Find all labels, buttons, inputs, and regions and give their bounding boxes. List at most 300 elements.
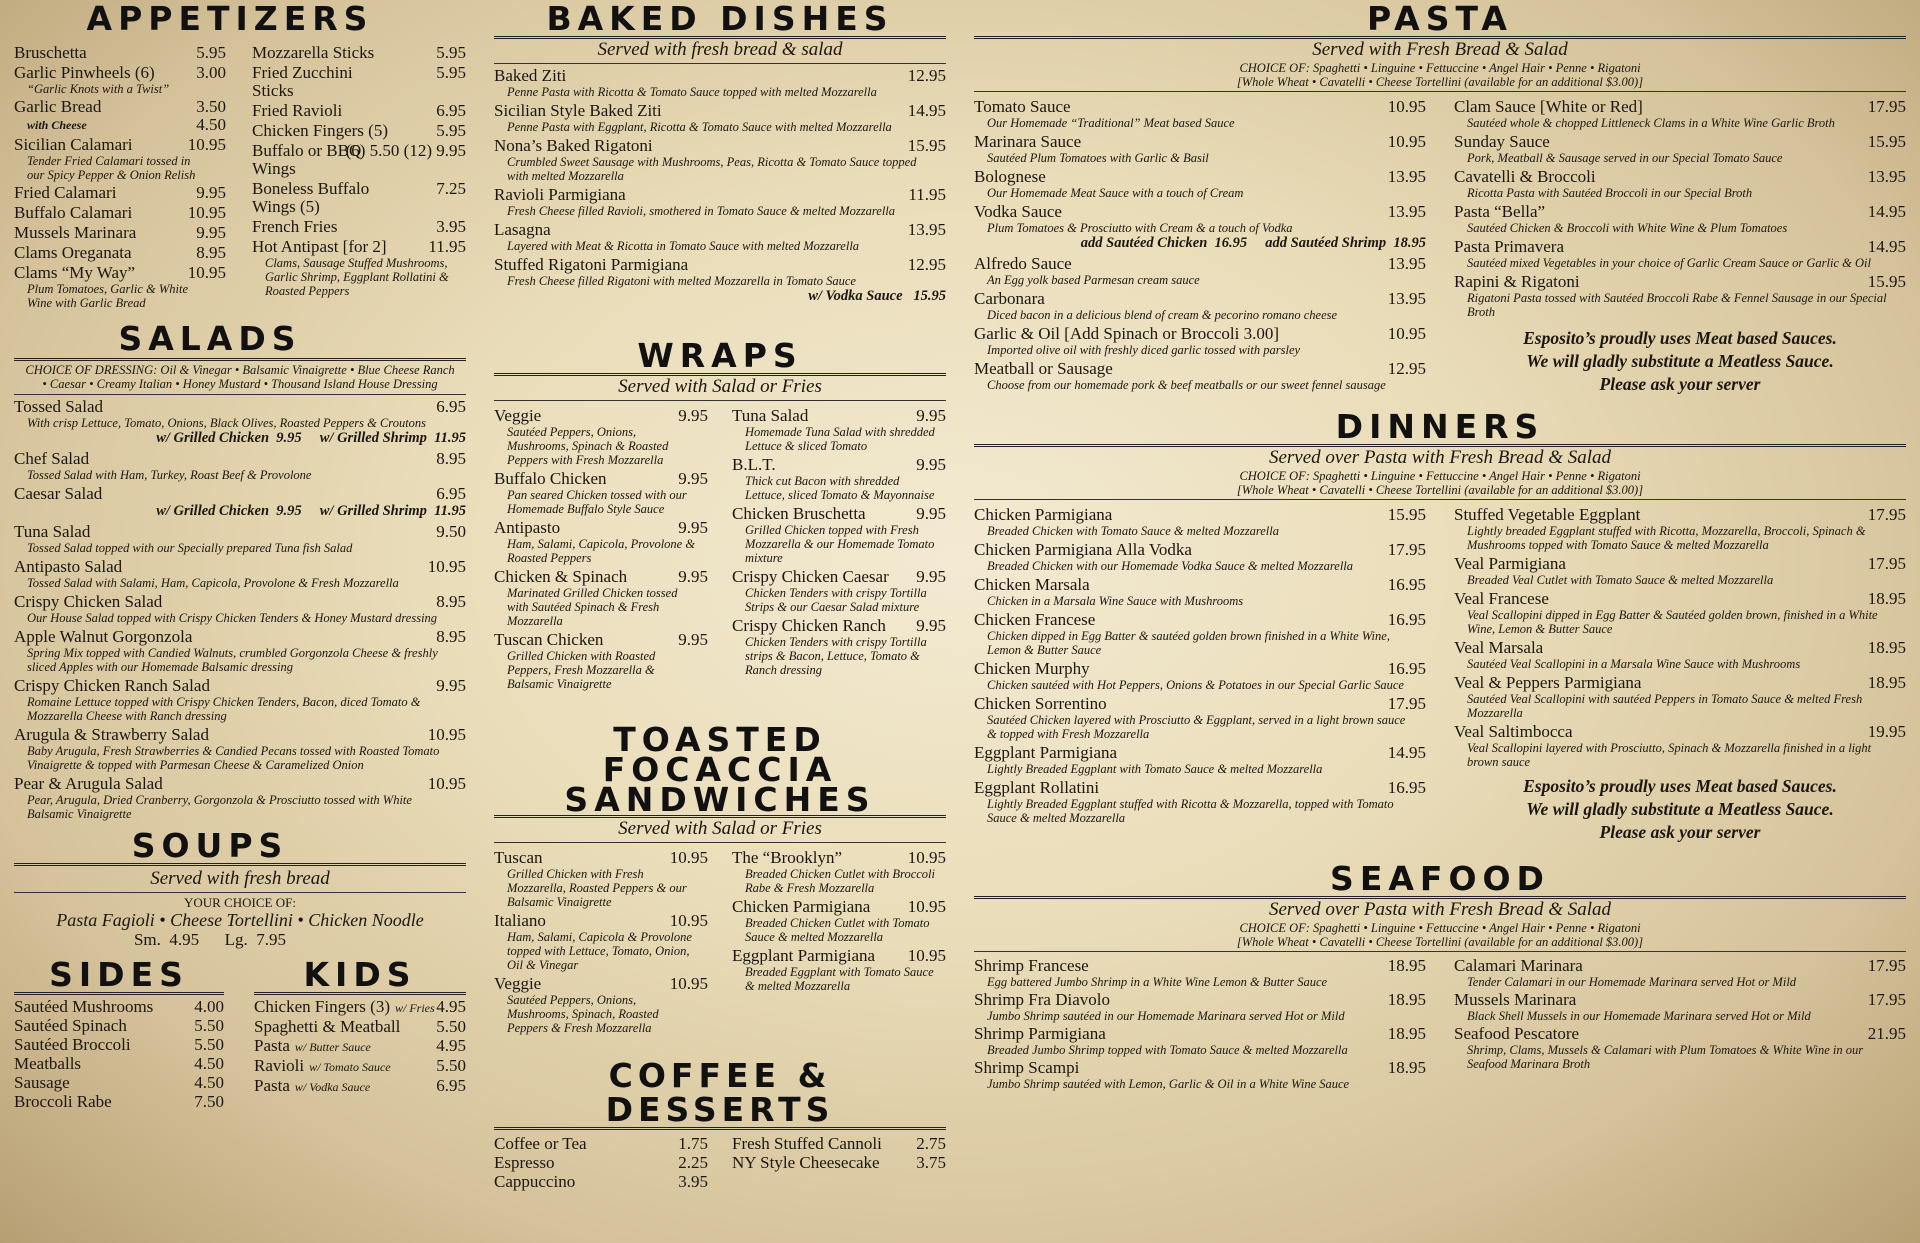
menu-item bbox=[254, 1077, 466, 1096]
sides-list bbox=[14, 998, 224, 1111]
soups-sizes: Sm. 4.95 Lg. 7.95 bbox=[133, 930, 287, 949]
pasta-rule-2 bbox=[974, 91, 1906, 92]
item-name: Fried Calamari bbox=[14, 183, 117, 202]
item-name: B.L.T. bbox=[732, 455, 776, 474]
item-name: Crispy Chicken Ranch bbox=[732, 616, 886, 635]
item-name: Clam Sauce [White or Red] bbox=[1454, 97, 1643, 116]
focaccia-list bbox=[494, 846, 946, 1035]
item-name: Tuna Salad bbox=[732, 406, 809, 425]
item-price: 4.50 bbox=[194, 1054, 224, 1073]
seafood-subtitle: Served over Pasta with Fresh Bread & Salad bbox=[1268, 899, 1612, 920]
salads-rule-2 bbox=[14, 394, 466, 395]
item-price: 18.95 bbox=[1387, 1024, 1426, 1043]
item-name: Chicken Fingers (5) bbox=[252, 121, 388, 140]
item-description: Thick cut Bacon with shredded Lettuce, sliced Tomato & Mayonnaise bbox=[745, 474, 935, 502]
item-name: Arugula & Strawberry Salad bbox=[14, 725, 209, 744]
menu-item bbox=[732, 407, 946, 453]
item-name: Lasagna bbox=[494, 220, 551, 239]
item-price: 18.95 bbox=[1867, 673, 1906, 692]
menu-item bbox=[254, 1018, 466, 1036]
pasta-note-line-1: Esposito’s proudly uses Meat based Sauces. bbox=[1523, 328, 1837, 348]
item-description: With crisp Lettuce, Tomato, Onions, Black Olives, Roasted Peppers & Croutons bbox=[27, 416, 427, 430]
dinners-list bbox=[974, 503, 1906, 844]
item-price: 7.50 bbox=[194, 1092, 224, 1111]
menu-item bbox=[1454, 957, 1906, 989]
item-price: 1.75 bbox=[678, 1134, 708, 1153]
item-name: Stuffed Vegetable Eggplant bbox=[1454, 505, 1641, 524]
item-name: The “Brooklyn” bbox=[732, 848, 842, 867]
menu-item bbox=[732, 1154, 946, 1172]
dinners-choice-2: [Whole Wheat • Cavatelli • Cheese Tortellini (available for an additional $3.00)] bbox=[1236, 483, 1644, 497]
menu-item bbox=[974, 991, 1426, 1023]
menu-item bbox=[1454, 203, 1906, 235]
focaccia-heading-1: TOASTED FOCACCIA bbox=[602, 720, 838, 789]
menu-item bbox=[974, 660, 1426, 692]
menu-item bbox=[14, 726, 466, 772]
item-description: Fresh Cheese filled Ravioli, smothered in Tomato Sauce & melted Mozzarella bbox=[507, 204, 896, 218]
item-description: Pear, Arugula, Dried Cranberry, Gorgonzola & Prosciutto tossed with White Balsamic Vinaigrette bbox=[27, 793, 412, 821]
item-description: Plum Tomatoes, Garlic & White Wine with Garlic Bread bbox=[27, 282, 188, 310]
item-price: 2.25 bbox=[678, 1153, 708, 1172]
menu-item bbox=[14, 558, 466, 590]
item-name: Shrimp Fra Diavolo bbox=[974, 990, 1110, 1009]
item-name: Italiano bbox=[494, 911, 546, 930]
item-description: Diced bacon in a delicious blend of cream & pecorino romano cheese bbox=[987, 308, 1338, 322]
dinners-note-line-2: We will gladly substitute a Meatless Sauce. bbox=[1526, 799, 1834, 819]
item-price: 10.95 bbox=[1387, 97, 1426, 116]
item-description: Romaine Lettuce topped with Crispy Chicken Tenders, Bacon, diced Tomato & Mozzarella Cheese with Ranch dressing bbox=[27, 695, 421, 723]
item-price: 9.95 bbox=[436, 676, 466, 695]
salads-heading: SALADS bbox=[118, 319, 302, 358]
item-name: Sicilian Calamari bbox=[14, 135, 133, 154]
item-price: 5.50 bbox=[436, 1017, 466, 1036]
baked-heading: BAKED DISHES bbox=[546, 0, 894, 38]
item-addon: add Sautéed Chicken 16.95 add Sautéed Shrimp 18.95 bbox=[1080, 235, 1426, 251]
menu-item bbox=[1454, 639, 1906, 671]
item-price: 9.95 bbox=[916, 616, 946, 635]
item-description: Tossed Salad with Ham, Turkey, Roast Beef & Provolone bbox=[27, 468, 312, 482]
item-price: 14.95 bbox=[1867, 237, 1906, 256]
item-name: Seafood Pescatore bbox=[1454, 1024, 1580, 1043]
item-description: Chicken in a Marsala Wine Sauce with Mushrooms bbox=[987, 594, 1244, 608]
item-price: 13.95 bbox=[1867, 167, 1906, 186]
seafood-choice-1: CHOICE OF: Spaghetti • Linguine • Fettuccine • Angel Hair • Penne • Rigatoni bbox=[1239, 921, 1641, 935]
item-price: 17.95 bbox=[1867, 990, 1906, 1009]
item-price: 9.95 bbox=[916, 504, 946, 523]
item-name: Crispy Chicken Ranch Salad bbox=[14, 676, 210, 695]
menu-item bbox=[494, 519, 708, 565]
item-name: Garlic & Oil [Add Spinach or Broccoli 3.00] bbox=[974, 324, 1279, 343]
menu-item bbox=[974, 203, 1426, 252]
item-name: Buffalo or BBQ Wings bbox=[252, 141, 362, 178]
pasta-right-wrap bbox=[1454, 95, 1906, 396]
item-name: Cappuccino bbox=[494, 1172, 576, 1191]
menu-item bbox=[14, 64, 226, 96]
item-name: Stuffed Rigatoni Parmigiana bbox=[494, 255, 689, 274]
item-description: Tossed Salad with Salami, Ham, Capicola, Provolone & Fresh Mozzarella bbox=[27, 576, 399, 590]
menu-item bbox=[494, 1154, 708, 1172]
item-name: Veal Saltimbocca bbox=[1454, 722, 1573, 741]
item-price: 21.95 bbox=[1867, 1024, 1906, 1043]
item-description: Crumbled Sweet Sausage with Mushrooms, Peas, Ricotta & Tomato Sauce topped with melted Mozzarella bbox=[507, 155, 917, 183]
item-name: Clams Oreganata bbox=[14, 243, 132, 262]
item-price: 13.95 bbox=[1387, 167, 1426, 186]
item-price: 6.95 bbox=[436, 1076, 466, 1095]
item-description: Pan seared Chicken tossed with our Homemade Buffalo Style Sauce bbox=[507, 488, 687, 516]
item-name: French Fries bbox=[252, 217, 338, 236]
dinners-note-line-1: Esposito’s proudly uses Meat based Sauces. bbox=[1523, 776, 1837, 796]
item-sub-label: with Cheese bbox=[27, 118, 87, 132]
item-name: Garlic Bread bbox=[14, 97, 102, 116]
item-price: 6.95 bbox=[436, 101, 466, 120]
item-description: Ham, Salami, Capicola, Provolone & Roasted Peppers bbox=[507, 537, 696, 565]
item-price: 8.95 bbox=[436, 449, 466, 468]
pasta-note bbox=[1454, 327, 1906, 396]
item-price: 16.95 bbox=[1387, 778, 1426, 797]
item-name: Rapini & Rigatoni bbox=[1454, 272, 1580, 291]
dinners-right bbox=[1454, 506, 1906, 769]
pasta-right bbox=[1454, 98, 1906, 319]
item-sub bbox=[14, 116, 226, 134]
item-price: 9.95 bbox=[916, 567, 946, 586]
item-name: Espresso bbox=[494, 1153, 555, 1172]
menu-item bbox=[14, 224, 226, 242]
item-name: Buffalo Chicken bbox=[494, 469, 607, 488]
menu-item bbox=[14, 264, 226, 310]
item-description: Pork, Meatball & Sausage served in our Special Tomato Sauce bbox=[1467, 151, 1783, 165]
item-description: Breaded Chicken with our Homemade Vodka Sauce & melted Mozzarella bbox=[987, 559, 1354, 573]
item-price: 10.95 bbox=[907, 946, 946, 965]
menu-item bbox=[1454, 98, 1906, 130]
item-price: 4.95 bbox=[436, 997, 466, 1016]
item-description: Grilled Chicken with Roasted Peppers, Fresh Mozzarella & Balsamic Vinaigrette bbox=[507, 649, 656, 691]
menu-item bbox=[14, 450, 466, 482]
menu-item bbox=[14, 523, 466, 555]
dinners-rule-2 bbox=[974, 499, 1906, 500]
menu-item bbox=[14, 628, 466, 674]
menu-item bbox=[732, 505, 946, 565]
column-middle bbox=[494, 0, 946, 1191]
menu-item bbox=[732, 898, 946, 944]
item-price: 15.95 bbox=[1867, 132, 1906, 151]
item-name: Baked Ziti bbox=[494, 66, 567, 85]
item-description: Penne Pasta with Eggplant, Ricotta & Tomato Sauce with melted Mozzarella bbox=[507, 120, 892, 134]
soups-list: Pasta Fagioli • Cheese Tortellini • Chicken Noodle bbox=[56, 910, 424, 930]
item-name: Meatball or Sausage bbox=[974, 359, 1113, 378]
item-price: 14.95 bbox=[907, 101, 946, 120]
item-description: Breaded Chicken with Tomato Sauce & melted Mozzarella bbox=[987, 524, 1279, 538]
menu-item bbox=[14, 593, 466, 625]
menu-item bbox=[14, 998, 224, 1016]
menu-item bbox=[1454, 723, 1906, 769]
item-price: 14.95 bbox=[1387, 743, 1426, 762]
item-description: Ham, Salami, Capicola & Provolone topped with Lettuce, Tomato, Onion, Oil & Vinegar bbox=[507, 930, 692, 972]
item-price: 6.95 bbox=[436, 484, 466, 503]
item-description: Choose from our homemade pork & beef meatballs or our sweet fennel sausage bbox=[987, 378, 1386, 392]
pasta-subtitle: Served with Fresh Bread & Salad bbox=[1312, 39, 1568, 60]
item-name: Ravioli bbox=[254, 1056, 305, 1075]
dinners-right-wrap bbox=[1454, 503, 1906, 844]
item-description: Tender Calamari in our Homemade Marinara served Hot or Mild bbox=[1467, 975, 1797, 989]
item-name: Garlic Pinwheels (6) bbox=[14, 63, 155, 82]
item-description: Lightly Breaded Eggplant with Tomato Sauce & melted Mozzarella bbox=[987, 762, 1323, 776]
item-price: 10.95 bbox=[427, 774, 466, 793]
menu-item bbox=[974, 1059, 1426, 1091]
item-price: 10.95 bbox=[427, 557, 466, 576]
item-description: Our Homemade Meat Sauce with a touch of Cream bbox=[987, 186, 1244, 200]
item-description: Sautéed Peppers, Onions, Mushrooms, Spinach, Roasted Peppers & Fresh Mozzarella bbox=[507, 993, 659, 1035]
item-name: Carbonara bbox=[974, 289, 1045, 308]
item-description: Breaded Eggplant with Tomato Sauce & melted Mozzarella bbox=[745, 965, 934, 993]
coffee-right bbox=[732, 1134, 946, 1191]
item-price: 2.75 bbox=[916, 1134, 946, 1153]
item-description: Chicken Tenders with crispy Tortilla Strips & our Caesar Salad mixture bbox=[745, 586, 927, 614]
item-price: 16.95 bbox=[1387, 610, 1426, 629]
appetizers-right bbox=[252, 42, 466, 310]
item-price: 7.25 bbox=[436, 179, 466, 198]
menu-item bbox=[974, 506, 1426, 538]
item-name: Chicken Parmigiana Alla Vodka bbox=[974, 540, 1192, 559]
dinners-heading: DINNERS bbox=[1335, 407, 1545, 446]
item-name: Clams “My Way” bbox=[14, 263, 136, 282]
item-price: 10.95 bbox=[187, 203, 226, 222]
item-price: 8.95 bbox=[436, 627, 466, 646]
menu-item bbox=[974, 576, 1426, 608]
item-name: Veal Marsala bbox=[1454, 638, 1544, 657]
item-price: 17.95 bbox=[1867, 505, 1906, 524]
menu-item bbox=[14, 44, 226, 62]
item-name: Veal Parmigiana bbox=[1454, 554, 1566, 573]
item-price: 8.95 bbox=[436, 592, 466, 611]
seafood-choice-2: [Whole Wheat • Cavatelli • Cheese Tortellini (available for an additional $3.00)] bbox=[1236, 935, 1644, 949]
column-left bbox=[14, 0, 466, 1111]
menu-item bbox=[974, 957, 1426, 989]
item-price: 9.95 bbox=[196, 223, 226, 242]
item-name: Ravioli Parmigiana bbox=[494, 185, 626, 204]
item-price: 10.95 bbox=[1387, 132, 1426, 151]
item-name: Chicken Francese bbox=[974, 610, 1096, 629]
item-name: Pear & Arugula Salad bbox=[14, 774, 163, 793]
menu-item bbox=[732, 849, 946, 895]
item-name: Sautéed Spinach bbox=[14, 1016, 127, 1035]
item-price: 9.95 bbox=[916, 406, 946, 425]
item-price: 9.50 bbox=[436, 522, 466, 541]
item-description: Homemade Tuna Salad with shredded Lettuce & sliced Tomato bbox=[745, 425, 935, 453]
item-description: Our Homemade “Traditional” Meat based Sauce bbox=[987, 116, 1235, 130]
focaccia-left bbox=[494, 846, 708, 1035]
item-name: Pasta “Bella” bbox=[1454, 202, 1546, 221]
sides-section bbox=[14, 955, 224, 1111]
item-name: Mussels Marinara bbox=[1454, 990, 1577, 1009]
item-description: Veal Scallopini dipped in Egg Batter & Sautéed golden brown, finished in a White Wine, Lemon & Butter Sauce bbox=[1467, 608, 1878, 636]
item-description: Sautéed Chicken & Broccoli with White Wine & Plum Tomatoes bbox=[1467, 221, 1788, 235]
coffee-left bbox=[494, 1134, 708, 1191]
item-price: 17.95 bbox=[1867, 956, 1906, 975]
item-name: Chicken Murphy bbox=[974, 659, 1090, 678]
item-price: 10.95 bbox=[907, 897, 946, 916]
item-price: 15.95 bbox=[1867, 272, 1906, 291]
item-name: Buffalo Calamari bbox=[14, 203, 133, 222]
dinners-subtitle: Served over Pasta with Fresh Bread & Salad bbox=[1268, 447, 1612, 468]
salads-list bbox=[14, 398, 466, 821]
item-name: Chicken Fingers (3) bbox=[254, 997, 390, 1016]
baked-subtitle: Served with fresh bread & salad bbox=[597, 39, 843, 60]
item-description: Grilled Chicken topped with Fresh Mozzarella & our Homemade Tomato mixture bbox=[745, 523, 935, 565]
item-description: “Garlic Knots with a Twist” bbox=[27, 82, 170, 96]
item-name: Veal Francese bbox=[1454, 589, 1549, 608]
dinners-choice-1: CHOICE OF: Spaghetti • Linguine • Fettuccine • Angel Hair • Penne • Rigatoni bbox=[1239, 469, 1641, 483]
item-price: 4.00 bbox=[194, 997, 224, 1016]
kids-heading: KIDS bbox=[303, 955, 417, 994]
appetizers-heading: APPETIZERS bbox=[86, 0, 374, 38]
menu-item bbox=[14, 485, 466, 520]
item-description: Sautéed Plum Tomatoes with Garlic & Basil bbox=[987, 151, 1209, 165]
item-name: Chicken Bruschetta bbox=[732, 504, 866, 523]
baked-rule-2 bbox=[494, 63, 946, 64]
menu-item bbox=[1454, 133, 1906, 165]
wraps-heading: WRAPS bbox=[637, 336, 803, 375]
item-price: 5.95 bbox=[436, 63, 466, 82]
item-name: Crispy Chicken Caesar bbox=[732, 567, 889, 586]
item-note: w/ Butter Sauce bbox=[294, 1040, 371, 1054]
menu-item bbox=[252, 142, 466, 178]
item-name: Chicken & Spinach bbox=[494, 567, 628, 586]
item-name: Sautéed Mushrooms bbox=[14, 997, 154, 1016]
item-description: Chicken dipped in Egg Batter & sautéed golden brown finished in a White Wine, Lemon & Butter Sauce bbox=[987, 629, 1390, 657]
soups-rule-2 bbox=[14, 892, 466, 893]
menu-item bbox=[732, 456, 946, 502]
item-price: 13.95 bbox=[1387, 254, 1426, 273]
item-price: 5.50 bbox=[194, 1016, 224, 1035]
menu-item bbox=[974, 779, 1426, 825]
item-name: Mussels Marinara bbox=[14, 223, 137, 242]
menu-item bbox=[14, 1093, 224, 1111]
item-name: Chicken Parmigiana bbox=[732, 897, 871, 916]
soups-heading: SOUPS bbox=[131, 826, 289, 865]
item-note: w/ Vodka Sauce bbox=[294, 1080, 371, 1094]
item-name: Eggplant Rollatini bbox=[974, 778, 1100, 797]
item-description: Lightly Breaded Eggplant stuffed with Ricotta & Mozzarella, topped with Tomato Sauce & melted Mozzarella bbox=[987, 797, 1394, 825]
item-description: Chicken sautéed with Hot Peppers, Onions & Potatoes in our Special Garlic Sauce bbox=[987, 678, 1404, 692]
salads-dressing-choice: CHOICE OF DRESSING: Oil & Vinegar • Balsamic Vinaigrette • Blue Cheese Ranch • Caesar • Creamy Italian • Honey Mustard • Thousand Island House Dressing bbox=[25, 363, 455, 391]
item-price: 5.95 bbox=[436, 43, 466, 62]
menu-item bbox=[252, 102, 466, 120]
item-price: 5.95 bbox=[436, 121, 466, 140]
menu-item bbox=[494, 67, 946, 99]
item-description: Tender Fried Calamari tossed in our Spicy Pepper & Onion Relish bbox=[27, 154, 196, 182]
item-name: Shrimp Scampi bbox=[974, 1058, 1080, 1077]
item-name: Chicken Sorrentino bbox=[974, 694, 1107, 713]
coffee-list bbox=[494, 1134, 946, 1191]
menu-item bbox=[974, 168, 1426, 200]
item-name: Meatballs bbox=[14, 1054, 82, 1073]
menu-item bbox=[14, 677, 466, 723]
item-name: Apple Walnut Gorgonzola bbox=[14, 627, 193, 646]
menu-item bbox=[732, 947, 946, 993]
item-price: 3.50 bbox=[196, 97, 226, 116]
item-name: Vodka Sauce bbox=[974, 202, 1062, 221]
item-name: Chef Salad bbox=[14, 449, 90, 468]
item-description: Sautéed Peppers, Onions, Mushrooms, Spinach & Roasted Peppers with Fresh Mozzarella bbox=[507, 425, 669, 467]
menu-item bbox=[1454, 555, 1906, 587]
item-name: Tuna Salad bbox=[14, 522, 91, 541]
item-description: Lightly breaded Eggplant stuffed with Ricotta, Mozzarella, Broccoli, Spinach & Mushrooms topped with Tomato Sauce & melted Mozzarella bbox=[1467, 524, 1866, 552]
menu-item bbox=[1454, 506, 1906, 552]
item-name: Cavatelli & Broccoli bbox=[1454, 167, 1596, 186]
item-description: Spring Mix topped with Candied Walnuts, crumbled Gorgonzola Cheese & freshly sliced Apples with our Homemade Balsamic dressing bbox=[27, 646, 438, 674]
menu-item bbox=[14, 244, 226, 262]
item-addon: w/ Vodka Sauce 15.95 bbox=[808, 288, 946, 304]
item-price: 10.95 bbox=[907, 848, 946, 867]
soups-subtitle: Served with fresh bread bbox=[150, 868, 330, 889]
menu-item bbox=[1454, 1025, 1906, 1071]
item-price: 6.95 bbox=[436, 397, 466, 416]
menu-item bbox=[974, 1025, 1426, 1057]
item-description: Breaded Chicken Cutlet with Tomato Sauce & melted Mozzarella bbox=[745, 916, 930, 944]
item-description: Rigatoni Pasta tossed with Sautéed Broccoli Rabe & Fennel Sausage in our Special Broth bbox=[1467, 291, 1887, 319]
item-price: 13.95 bbox=[907, 220, 946, 239]
menu-item bbox=[14, 1055, 224, 1073]
item-price: 18.95 bbox=[1867, 589, 1906, 608]
item-price: 3.95 bbox=[678, 1172, 708, 1191]
item-price: 9.95 bbox=[678, 469, 708, 488]
item-description: Breaded Veal Cutlet with Tomato Sauce & melted Mozzarella bbox=[1467, 573, 1774, 587]
item-name: Veggie bbox=[494, 406, 542, 425]
item-description: Shrimp, Clams, Mussels & Calamari with Plum Tomatoes & White Wine in our Seafood Marinara Broth bbox=[1467, 1043, 1864, 1071]
item-price: 13.95 bbox=[1387, 289, 1426, 308]
item-price: 9.95 bbox=[678, 406, 708, 425]
item-price: 3.75 bbox=[916, 1153, 946, 1172]
wraps-left bbox=[494, 404, 708, 691]
item-description: Black Shell Mussels in our Homemade Marinara served Hot or Mild bbox=[1467, 1009, 1811, 1023]
focaccia-rule-2 bbox=[494, 842, 946, 843]
item-name: Marinara Sauce bbox=[974, 132, 1082, 151]
item-name: Veal & Peppers Parmigiana bbox=[1454, 673, 1642, 692]
item-description: Ricotta Pasta with Sautéed Broccoli in our Special Broth bbox=[1467, 186, 1753, 200]
item-price: 10.95 bbox=[1387, 324, 1426, 343]
sides-kids bbox=[14, 955, 466, 1111]
salads-rule bbox=[14, 358, 466, 361]
menu-item bbox=[14, 398, 466, 447]
appetizers-list bbox=[14, 42, 466, 310]
menu-item bbox=[494, 186, 946, 218]
menu-item bbox=[1454, 168, 1906, 200]
wraps-list bbox=[494, 404, 946, 691]
item-price: 3.95 bbox=[436, 217, 466, 236]
menu-item bbox=[974, 290, 1426, 322]
item-addon: w/ Grilled Chicken 9.95 w/ Grilled Shrimp 11.95 bbox=[156, 503, 466, 519]
item-description: Marinated Grilled Chicken tossed with Sautéed Spinach & Fresh Mozzarella bbox=[507, 586, 678, 628]
kids-list bbox=[254, 998, 466, 1096]
item-name: Mozzarella Sticks bbox=[252, 43, 375, 62]
column-right bbox=[974, 0, 1906, 1091]
item-name: Pasta bbox=[254, 1036, 290, 1055]
item-name: Calamari Marinara bbox=[1454, 956, 1583, 975]
item-description: An Egg yolk based Parmesan cream sauce bbox=[987, 273, 1200, 287]
item-price: 5.95 bbox=[196, 43, 226, 62]
wraps-right bbox=[732, 404, 946, 691]
menu-item bbox=[14, 136, 226, 182]
menu-item bbox=[974, 611, 1426, 657]
menu-item bbox=[1454, 590, 1906, 636]
item-price: 16.95 bbox=[1387, 575, 1426, 594]
item-description: Breaded Jumbo Shrimp topped with Tomato Sauce & melted Mozzarella bbox=[987, 1043, 1348, 1057]
seafood-left bbox=[974, 955, 1426, 1091]
item-price: 8.95 bbox=[196, 243, 226, 262]
menu-item bbox=[974, 744, 1426, 776]
item-price: 4.50 bbox=[194, 1073, 224, 1092]
soups-choice: YOUR CHOICE OF: bbox=[184, 895, 296, 910]
